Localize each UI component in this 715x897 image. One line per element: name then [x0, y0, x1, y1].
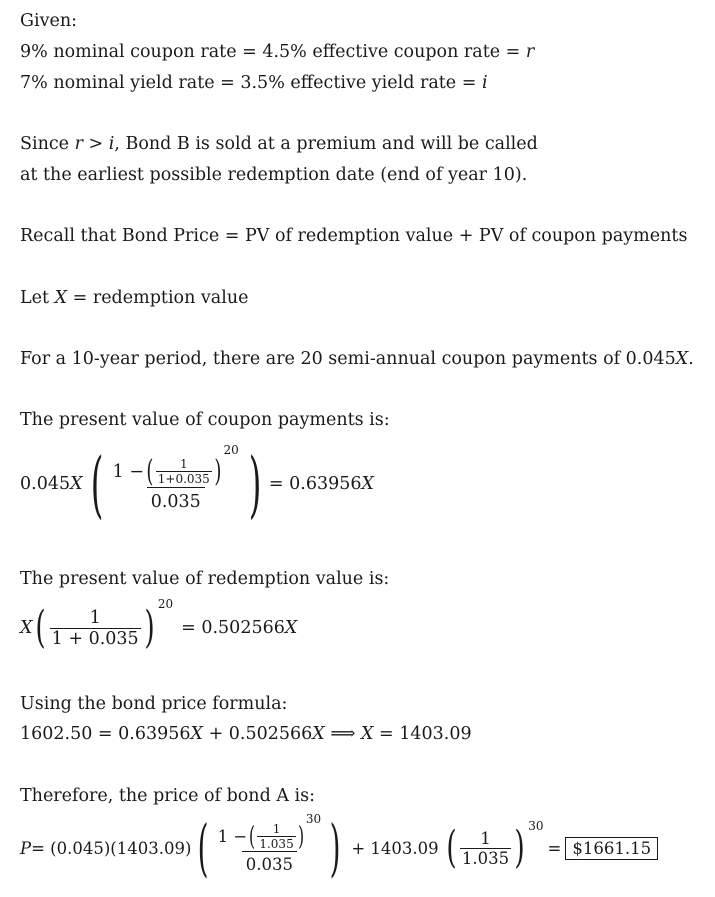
price-inner-right-paren: ) — [297, 821, 304, 852]
inner-right-paren: ) — [214, 453, 222, 489]
coupon-pv-inner-num: 1 — [179, 457, 188, 471]
coupon-pv-numerator — [111, 442, 241, 489]
coupon-pv-inner-den: 1+0.035 — [157, 472, 210, 486]
price-a-fraction2 — [460, 829, 511, 868]
given-heading: Given: — [20, 11, 77, 31]
yield-rate-line — [20, 72, 488, 94]
left-big-paren: ( — [90, 442, 103, 526]
redemption-pv-heading: The present value of redemption value is: — [20, 569, 390, 589]
price-a-one-minus: 1 − — [217, 827, 248, 846]
price-inner-left-paren: ( — [249, 821, 256, 852]
price-a-den: 0.035 — [242, 851, 297, 874]
period-var: X — [675, 349, 689, 369]
period-text: For a 10-year period, there are 20 semi-annual coupon payments of 0.045 — [20, 349, 676, 369]
price-a-inner-fraction — [257, 822, 295, 851]
premium-rest: , Bond B is sold at a premium and will be called — [114, 134, 538, 154]
price-a-num2: 1 — [480, 828, 491, 848]
price-a-answer: $1661.15 — [565, 837, 658, 860]
premium-gt: > — [82, 134, 109, 154]
coupon-pv-equation — [20, 438, 374, 530]
redemption-left-paren: ( — [35, 602, 47, 653]
formula-heading: Using the bond price formula: — [20, 694, 288, 714]
redemption-pv-den: 1 + 0.035 — [51, 628, 139, 649]
price-a-lhs: = (0.045)(1403.09) — [31, 838, 192, 858]
formula-line — [20, 723, 472, 745]
formula-var2: X — [312, 724, 325, 744]
premium-since: Since — [20, 134, 75, 154]
coupon-pv-result-var: X — [361, 474, 374, 494]
price-a-equals: = — [547, 838, 562, 858]
redemption-pv-result-var: X — [284, 618, 298, 638]
price-a-fraction — [216, 811, 324, 874]
price-paren2-left: ( — [446, 822, 457, 873]
price-left-big-paren: ( — [198, 811, 209, 884]
let-prefix: Let — [20, 288, 55, 308]
yield-rate-var: i — [481, 73, 488, 93]
formula-result: = 1403.09 — [373, 724, 472, 744]
formula-var3: X — [360, 724, 374, 744]
coupon-pv-result: = 0.63956 — [268, 474, 362, 494]
premium-r: r — [74, 134, 83, 154]
let-line — [20, 287, 248, 309]
premium-i: i — [108, 134, 115, 154]
price-a-den2: 1.035 — [461, 848, 510, 868]
coupon-pv-den: 0.035 — [147, 487, 205, 512]
right-big-paren: ) — [248, 442, 262, 526]
coupon-pv-coef: 0.045 — [20, 474, 71, 494]
coupon-pv-var: X — [70, 474, 83, 494]
price-a-exp2: 30 — [528, 819, 544, 833]
price-a-plus: + 1403.09 — [351, 838, 439, 858]
coupon-pv-one-minus: 1 − — [112, 461, 145, 482]
yield-rate-text: 7% nominal yield rate = 3.5% effective yield rate = — [20, 73, 482, 93]
price-a-equation — [20, 808, 658, 888]
redemption-right-paren: ) — [144, 602, 155, 653]
redemption-pv-num: 1 — [89, 607, 101, 628]
premium-line-1 — [20, 133, 538, 155]
coupon-pv-heading: The present value of coupon payments is: — [20, 410, 390, 430]
coupon-rate-line — [20, 41, 534, 63]
price-paren2-right: ) — [514, 822, 525, 873]
redemption-pv-exp: 20 — [157, 597, 174, 611]
period-line — [20, 348, 694, 370]
redemption-pv-equation — [20, 598, 297, 658]
price-a-exp1: 30 — [305, 811, 322, 826]
coupon-pv-inner-fraction — [156, 457, 212, 486]
formula-lhs: 1602.50 = 0.63956 — [20, 724, 191, 744]
coupon-pv-fraction — [111, 442, 241, 512]
price-a-inner-den: 1.035 — [259, 837, 294, 851]
price-a-inner-num: 1 — [272, 822, 281, 836]
coupon-pv-exp: 20 — [223, 442, 239, 457]
formula-plus: + 0.502566 — [203, 724, 313, 744]
price-right-big-paren: ) — [329, 811, 341, 884]
formula-implies: ⟹ — [324, 724, 361, 744]
formula-var1: X — [190, 724, 203, 744]
let-var: X — [54, 288, 68, 308]
redemption-pv-result: = 0.502566 — [181, 618, 285, 638]
recall-line: Recall that Bond Price = PV of redemption value + PV of coupon payments — [20, 226, 688, 246]
price-a-heading: Therefore, the price of bond A is: — [20, 786, 316, 806]
period-end: . — [688, 349, 694, 369]
premium-line-2: at the earliest possible redemption date (end of year 10). — [20, 165, 528, 185]
inner-left-paren: ( — [146, 453, 154, 489]
price-a-p: P — [20, 838, 32, 858]
redemption-pv-var: X — [20, 618, 33, 638]
coupon-rate-var: r — [525, 42, 535, 62]
let-suffix: = redemption value — [67, 288, 249, 308]
price-a-numerator — [216, 811, 324, 852]
coupon-rate-text: 9% nominal coupon rate = 4.5% effective coupon rate = — [20, 42, 526, 62]
redemption-pv-fraction — [50, 608, 141, 649]
